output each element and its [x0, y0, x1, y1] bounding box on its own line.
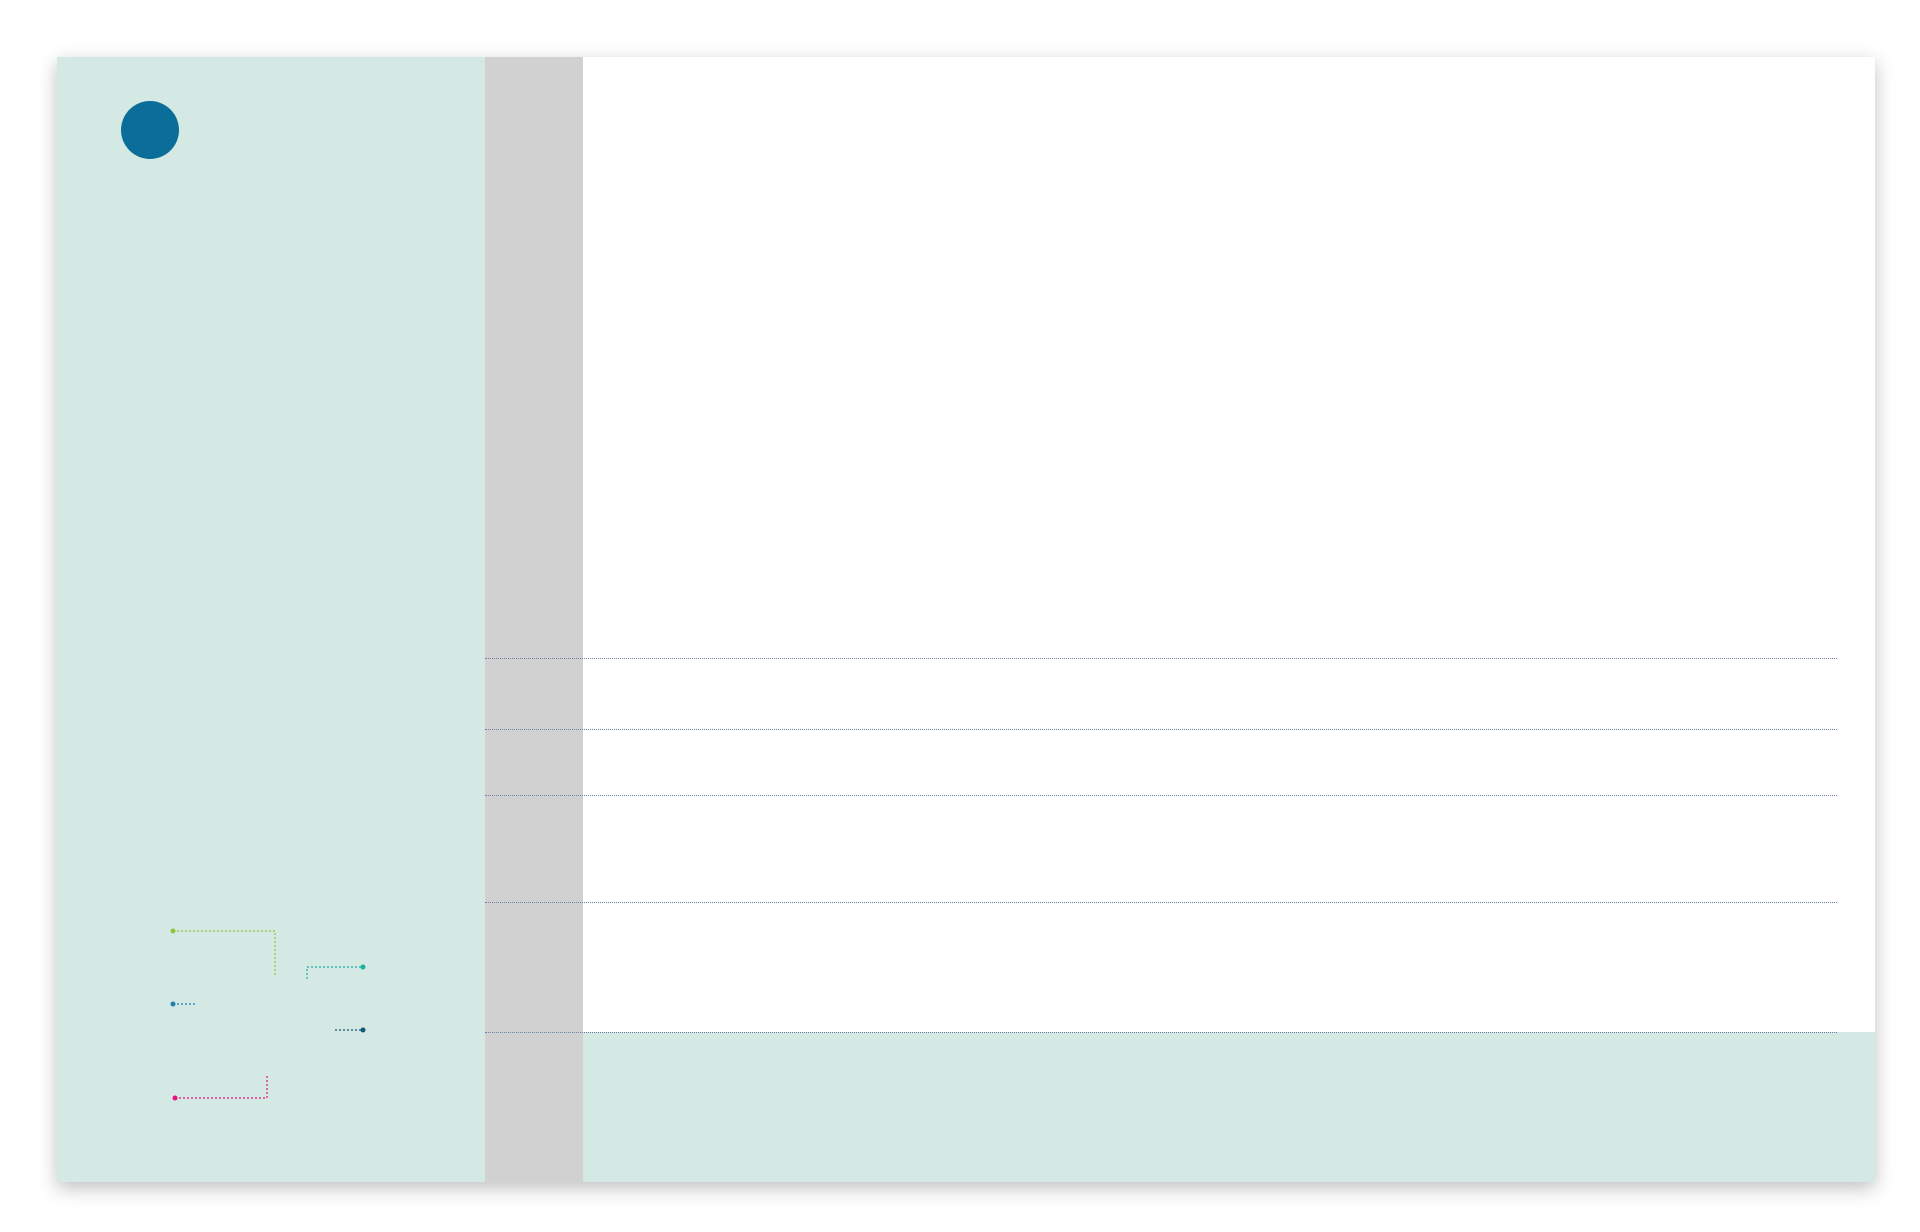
- pearson-logo-icon: [121, 101, 179, 159]
- infographic-poster: [57, 57, 1875, 1182]
- row-divider: [485, 729, 1837, 730]
- row-divider: [485, 902, 1837, 903]
- pearson-logo[interactable]: [121, 101, 185, 159]
- row-divider: [485, 658, 1837, 659]
- bottom-panel: [583, 1032, 1875, 1182]
- learner-share-donut: [57, 847, 485, 1167]
- further-reading: [1367, 1057, 1817, 1076]
- row-label-band: [485, 57, 583, 1182]
- left-panel: [57, 57, 485, 1182]
- page-title: [121, 307, 461, 463]
- row-divider: [485, 795, 1837, 796]
- row-divider: [485, 1032, 1837, 1033]
